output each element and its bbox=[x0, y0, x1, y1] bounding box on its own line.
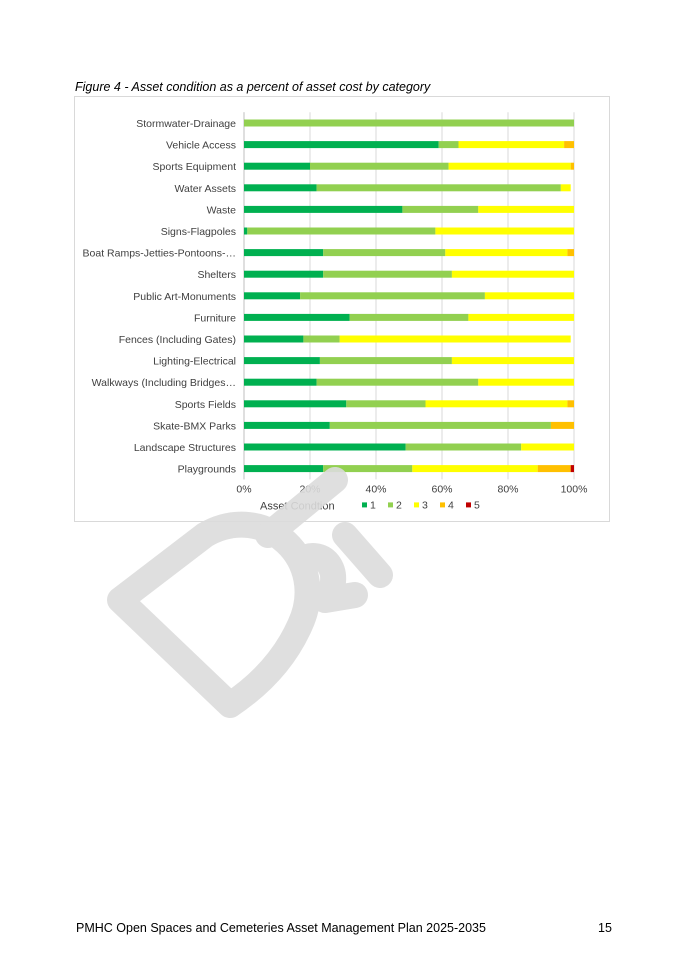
x-tick-label: 0% bbox=[236, 483, 252, 496]
legend-label-4: 4 bbox=[448, 499, 454, 512]
category-label: Stormwater-Drainage bbox=[136, 118, 236, 130]
legend-title: Asset Condtion bbox=[260, 500, 335, 513]
category-label: Boat Ramps-Jetties-Pontoons-… bbox=[82, 247, 236, 260]
category-label: Lighting-Electrical bbox=[153, 355, 236, 368]
category-label: Shelters bbox=[197, 269, 236, 282]
category-label: Sports Fields bbox=[174, 398, 236, 411]
category-label: Playgrounds bbox=[177, 463, 236, 476]
category-label: Landscape Structures bbox=[133, 442, 236, 454]
category-label: Waste bbox=[206, 204, 236, 217]
category-label: Vehicle Access bbox=[165, 139, 236, 152]
category-label: Water Assets bbox=[174, 182, 236, 195]
category-label: Public Art-Monuments bbox=[133, 290, 236, 303]
legend-label-2: 2 bbox=[396, 499, 402, 512]
x-tick-label: 60% bbox=[431, 483, 453, 496]
x-tick-label: 100% bbox=[560, 483, 588, 496]
legend-label-1: 1 bbox=[370, 499, 376, 512]
category-label: Sports Equipment bbox=[152, 161, 236, 174]
x-tick-label: 80% bbox=[497, 483, 519, 496]
legend-label-3: 3 bbox=[422, 499, 428, 512]
category-label: Skate-BMX Parks bbox=[153, 420, 236, 433]
footer-page-number: 15 bbox=[598, 921, 612, 935]
category-label: Walkways (Including Bridges… bbox=[91, 377, 236, 390]
x-tick-label: 20% bbox=[299, 483, 321, 496]
figure-caption: Figure 4 - Asset condition as a percent of asset cost by category bbox=[75, 80, 431, 94]
category-label: Signs-Flagpoles bbox=[160, 226, 236, 238]
footer-document-title: PMHC Open Spaces and Cemeteries Asset Management Plan 2025-2035 bbox=[76, 921, 486, 935]
x-tick-label: 40% bbox=[365, 483, 387, 496]
category-label: Fences (Including Gates) bbox=[118, 334, 236, 346]
category-label: Furniture bbox=[193, 312, 236, 325]
legend-label-5: 5 bbox=[474, 499, 480, 512]
